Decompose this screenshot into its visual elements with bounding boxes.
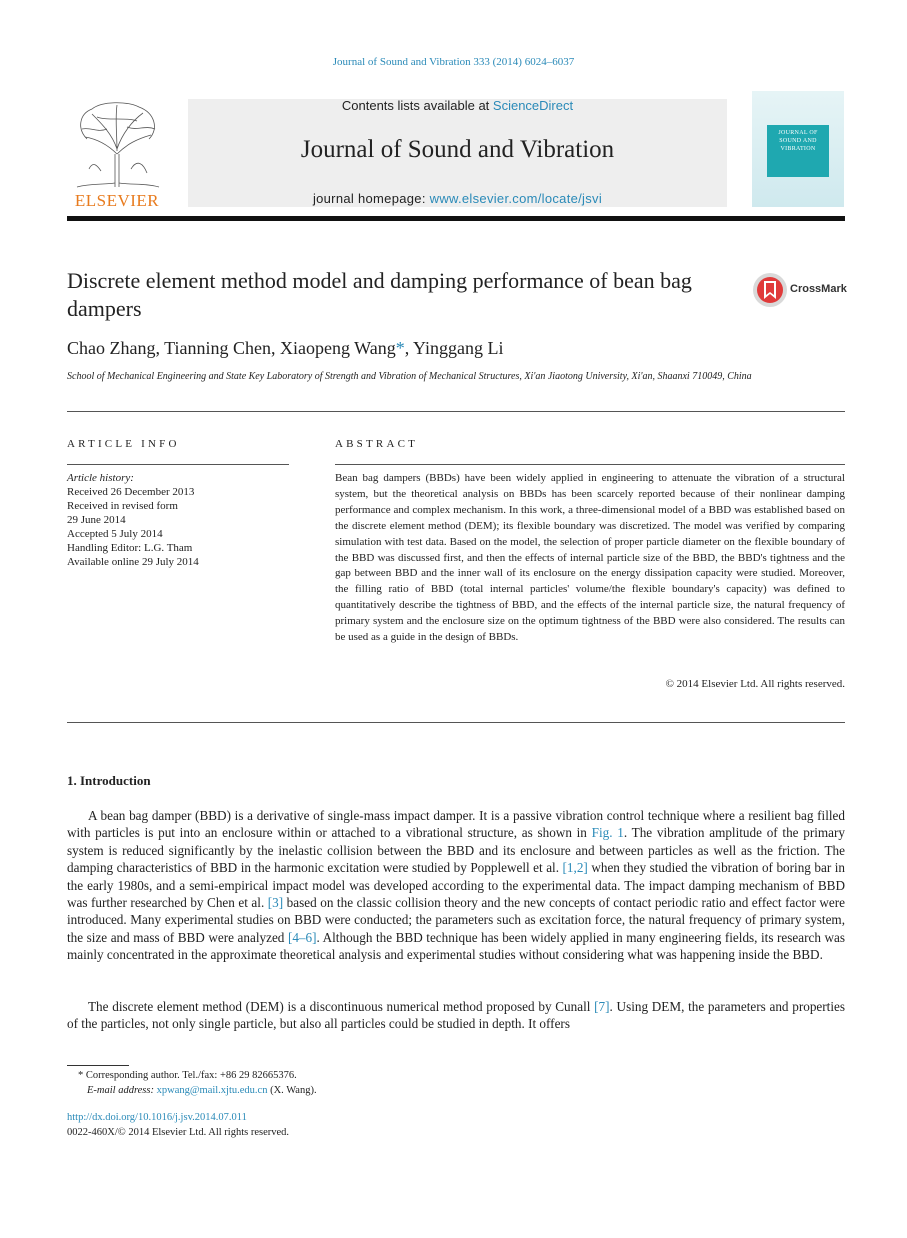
- contents-prefix: Contents lists available at: [341, 98, 493, 113]
- doi-link[interactable]: http://dx.doi.org/10.1016/j.jsv.2014.07.011: [67, 1112, 247, 1123]
- abstract-heading: ABSTRACT: [335, 438, 419, 450]
- email-label: E-mail address:: [87, 1085, 157, 1096]
- sciencedirect-link[interactable]: ScienceDirect: [492, 98, 574, 113]
- email-suffix: (X. Wang).: [267, 1085, 317, 1096]
- reference-link[interactable]: [3]: [267, 895, 284, 911]
- email-link[interactable]: xpwang@mail.xjtu.edu.cn: [156, 1085, 268, 1096]
- intro-paragraph-1: [67, 807, 845, 964]
- journal-cover-title: JOURNAL OF SOUND AND VIBRATION: [767, 125, 829, 177]
- history-item: Received 26 December 2013: [67, 486, 195, 498]
- abstract-copyright: © 2014 Elsevier Ltd. All rights reserved.: [665, 678, 845, 690]
- footnote-rule: [67, 1065, 129, 1066]
- history-item: Accepted 5 July 2014: [67, 528, 163, 540]
- figure-link[interactable]: Fig. 1: [591, 825, 624, 841]
- history-item: 29 June 2014: [67, 514, 126, 526]
- history-item: Received in revised form: [67, 500, 178, 512]
- elsevier-wordmark: ELSEVIER: [74, 191, 160, 210]
- history-label: Article history:: [67, 472, 134, 484]
- footnote-email: [87, 1085, 317, 1096]
- para-text: . The vibration amplitude of the primary system is reduced significantly by the inelastic collision between the BBD and its enclosure and between particles as well as the friction. The damping characteristics of BBD in the harmonic excitation were studied by Popplewell et al.: [67, 825, 845, 876]
- homepage-prefix: journal homepage:: [312, 191, 430, 206]
- authors-last: , Yinggang Li: [404, 338, 504, 358]
- issn-line: 0022-460X/© 2014 Elsevier Ltd. All rights reserved.: [67, 1127, 290, 1138]
- intro-paragraph-2: [67, 998, 845, 1033]
- crossmark-label[interactable]: CrossMark: [790, 283, 847, 295]
- homepage-line: [188, 191, 727, 206]
- article-title: Discrete element method model and damping performance of bean bag dampers: [67, 268, 692, 321]
- para-text: based on the classic collision theory and the new concepts of contact periodic ratio and effect factor were introduced. Many experimental studies on BBD were conducted; the parameters such as excitation force, the natural frequency of primary system, the size and mass of BBD were analyzed: [67, 895, 845, 945]
- para-text: when they studied the vibration of boring bar in the early 1980s, and a semi-empirical impact model was developed according to the experimental data. The impact damping mechanism of BBD was further researched by Chen et al.: [67, 860, 845, 911]
- reference-link[interactable]: [7]: [594, 999, 610, 1014]
- header-rule: [67, 216, 845, 221]
- divider: [67, 722, 845, 723]
- reference-link[interactable]: [4–6]: [287, 929, 317, 945]
- homepage-link[interactable]: www.elsevier.com/locate/jsvi: [429, 191, 603, 206]
- affiliation: School of Mechanical Engineering and State Key Laboratory of Strength and Vibration of Mechanical Structures, Xi'an Jiaotong University, Xi'an, Shaanxi 710049, China: [67, 371, 752, 382]
- article-info-heading: ARTICLE INFO: [67, 438, 180, 450]
- corresponding-author-marker[interactable]: *: [395, 338, 405, 358]
- journal-citation-link[interactable]: Journal of Sound and Vibration 333 (2014) 6024–6037: [332, 56, 575, 68]
- authors-first: Chao Zhang, Tianning Chen, Xiaopeng Wang: [67, 338, 396, 358]
- para-text: A bean bag damper (BBD) is a derivative of single-mass impact damper. It is a passive vibration control technique where a resilient bag filled with particles is put into an enclosure within or attached to a vibrational structure, as shown in: [67, 808, 845, 841]
- footnote-corresponding: * Corresponding author. Tel./fax: +86 29 82665376.: [78, 1070, 297, 1081]
- divider: [335, 464, 845, 465]
- para-text: The discrete element method (DEM) is a discontinuous numerical method proposed by Cunall: [88, 999, 595, 1014]
- article-history: [67, 471, 199, 569]
- divider: [67, 464, 289, 465]
- para-text: . Using DEM, the parameters and properties of the particles, not only single particle, but also all particles could be studied in depth. It offers: [67, 999, 845, 1032]
- journal-title: Journal of Sound and Vibration: [300, 136, 615, 163]
- para-text: . Although the BBD technique has been widely applied in many engineering fields, its research was mainly concentrated in the approximate theoretical analysis and experimental studies without considering what was happening inside the BBD.: [67, 929, 845, 963]
- author-list: [67, 338, 504, 359]
- divider: [67, 411, 845, 412]
- contents-line: [188, 98, 727, 113]
- abstract-text: Bean bag dampers (BBDs) have been widely applied in engineering to attenuate the vibration of a structural system, but the theoretical analysis on BBDs has been scarcely reported because of their nonlinear damping performance and complex mechanism. In this work, a three-dimensional model of a BBD was established based on the discrete element method (DEM); its flexible boundary was discretized. The model was verified by comparing simulation with test data. Based on the model, the selection of proper particle diameter on the flexible boundary of the BBD was discussed first, and then the effects of internal particle size of the BBD, the BBD's tightness and the gap between BBD and the inner wall of its enclosure on the energy dissipation capacity were studied. Moreover, the filling ratio of BBD (total internal particles' volume/the flexible boundary's capacity) was defined to quantitatively describe the tightness of BBD, and the effects of the internal particle size, the natural frequency of primary system and the enclosure size on the optimum tightness of the BBD were also considered. The results can be used as a guide in the design of BBDs.: [335, 472, 845, 644]
- introduction-heading: 1. Introduction: [67, 773, 151, 788]
- history-item: Handling Editor: L.G. Tham: [67, 542, 193, 554]
- history-item: Available online 29 July 2014: [67, 556, 199, 568]
- reference-link[interactable]: [1,2]: [562, 860, 588, 876]
